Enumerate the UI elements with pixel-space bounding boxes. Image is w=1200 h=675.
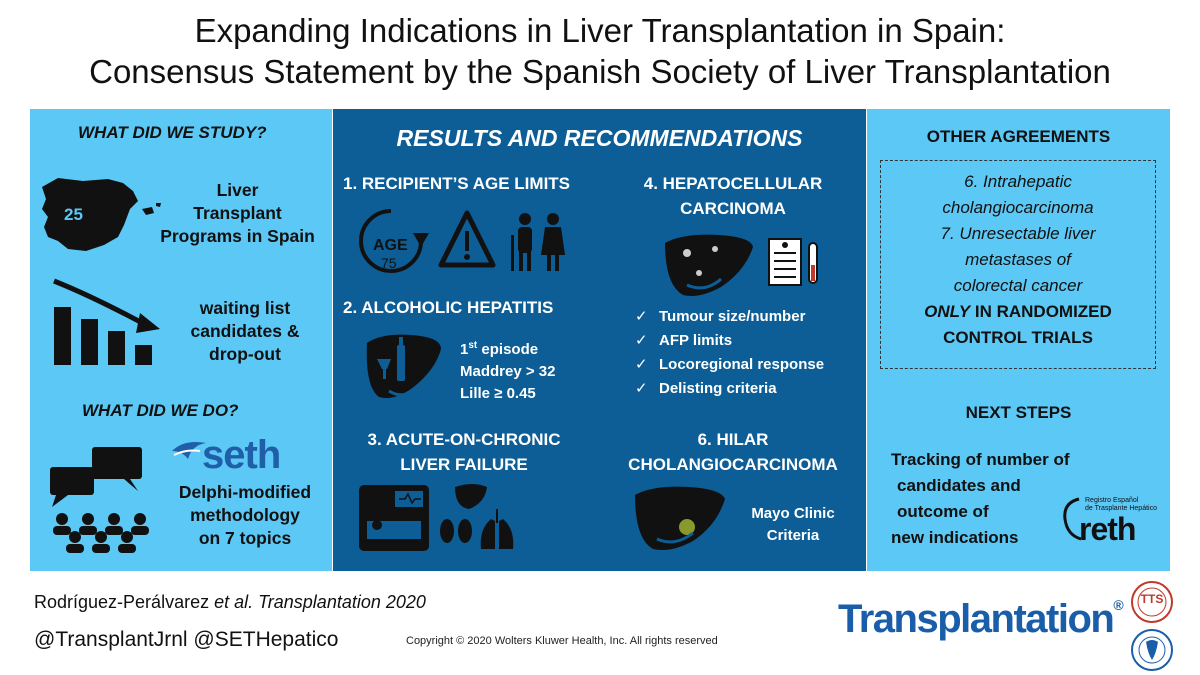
left-panel [30,109,332,571]
programs-text [150,179,325,248]
ah-maddrey: Maddrey > 32 [460,363,556,380]
aclf-line: LIVER FAILURE [400,455,528,474]
waiting-line: waiting list [199,298,291,318]
liver-alcohol-icon [361,331,445,405]
method-text [162,481,328,550]
ah-episode: 1st episode [460,340,539,358]
waiting-line: candidates & [190,321,300,341]
seth-logo-text: seth [202,433,281,477]
section-age-limits: 1. RECIPIENT’S AGE LIMITS [343,174,571,193]
list-item: ✓ Delisting criteria [635,377,824,401]
lab-report-icon [769,239,817,285]
map-number: 25 [64,205,83,224]
ah-criteria [460,335,555,405]
agreement-line: metastases of [965,250,1071,269]
next-line: outcome of [897,502,989,521]
citation: Rodríguez-Perálvarez et al. Transplantation 2020 [34,592,426,612]
agreement-line: CONTROL TRIALS [943,328,1093,347]
declining-bars-icon [42,267,170,369]
mayo-line: Mayo Clinic [751,505,835,522]
journal-logo: Transplantation® [838,597,1124,641]
reth-small-line: Registro Español [1085,497,1139,504]
lungs-icon [481,509,514,549]
age-label: AGE [373,237,408,254]
programs-line: Liver [216,180,259,200]
agreement-line: colorectal cancer [953,276,1083,295]
other-agreements-heading: OTHER AGREEMENTS [926,127,1111,146]
hilar-line: 6. HILAR [697,430,769,449]
hcc-line: 4. HEPATOCELLULAR [643,174,823,193]
liver-tumour-icon [665,235,753,296]
spain-map-icon [38,173,163,258]
group-discussion-icon [42,441,164,553]
check-icon: ✓ [635,332,648,349]
agreement-line: 7. Unresectable liver [940,224,1096,243]
tts-logo-text: TTS [1140,592,1164,606]
next-line: candidates and [897,476,1021,495]
reth-logo-text: reth [1079,511,1136,547]
programs-line: Programs in Spain [160,226,315,246]
section-hcc [623,171,843,221]
agreement-line: ONLY IN RANDOMIZED [924,302,1112,321]
list-item: ✓ Locoregional response [635,353,824,377]
programs-line: Transplant [193,203,282,223]
title-line-1: Expanding Indications in Liver Transplantation in Spain: [194,12,1006,49]
hospital-bed-icon [359,485,429,551]
section-aclf [333,427,595,477]
check-icon: ✓ [635,380,648,397]
results-panel [333,109,866,571]
age-value: 75 [381,255,397,271]
agreement-line: cholangiocarcinoma [942,198,1094,217]
icu-organs-icon [355,481,555,555]
reth-small-line: de Trasplante Hepático [1085,505,1157,512]
society-seal-icon [1130,628,1174,672]
right-panel [867,109,1170,571]
list-item: ✓ AFP limits [635,329,824,353]
next-steps-text [891,447,1070,551]
ah-lille: Lille ≥ 0.45 [460,385,536,402]
liver-organ-icon [455,484,487,509]
method-line: on 7 topics [198,528,292,548]
method-line: Delphi-modified [178,482,312,502]
mayo-criteria [733,503,853,547]
hcc-line: CARCINOMA [680,199,786,218]
hilar-line: CHOLANGIOCARCINOMA [628,455,838,474]
check-icon: ✓ [635,308,648,325]
list-item: ✓ Tumour size/number [635,305,824,329]
results-heading: RESULTS AND RECOMMENDATIONS [396,125,803,151]
aclf-line: 3. ACUTE-ON-CHRONIC [367,430,561,449]
next-line: new indications [891,528,1019,547]
section-alcoholic-hepatitis: 2. ALCOHOLIC HEPATITIS [343,298,554,317]
agreement-line: 6. Intrahepatic [964,172,1072,191]
liver-hilar-icon [633,485,729,553]
next-steps-heading: NEXT STEPS [965,403,1072,422]
kidneys-icon [440,519,472,543]
study-heading: WHAT DID WE STUDY? [78,123,267,142]
warning-triangle-icon [441,213,493,265]
waiting-list-text [170,297,320,366]
copyright: Copyright © 2020 Wolters Kluwer Health, Inc. All rights reserved [406,635,718,647]
agreements-text [880,169,1156,351]
page-title [0,10,1200,92]
section-hilar-cca [613,427,853,477]
next-line: Tracking of number of [891,450,1070,469]
do-heading: WHAT DID WE DO? [82,401,239,420]
hcc-icons [663,233,833,299]
hcc-criteria-list [635,305,824,401]
waiting-line: drop-out [209,344,281,364]
title-line-2: Consensus Statement by the Spanish Society of Liver Transplantation [89,53,1111,90]
elderly-couple-icon [511,213,565,271]
method-line: methodology [190,505,300,525]
social-handles: @TransplantJrnl @SETHepatico [34,628,339,651]
check-icon: ✓ [635,356,648,373]
mayo-line: Criteria [766,527,820,544]
